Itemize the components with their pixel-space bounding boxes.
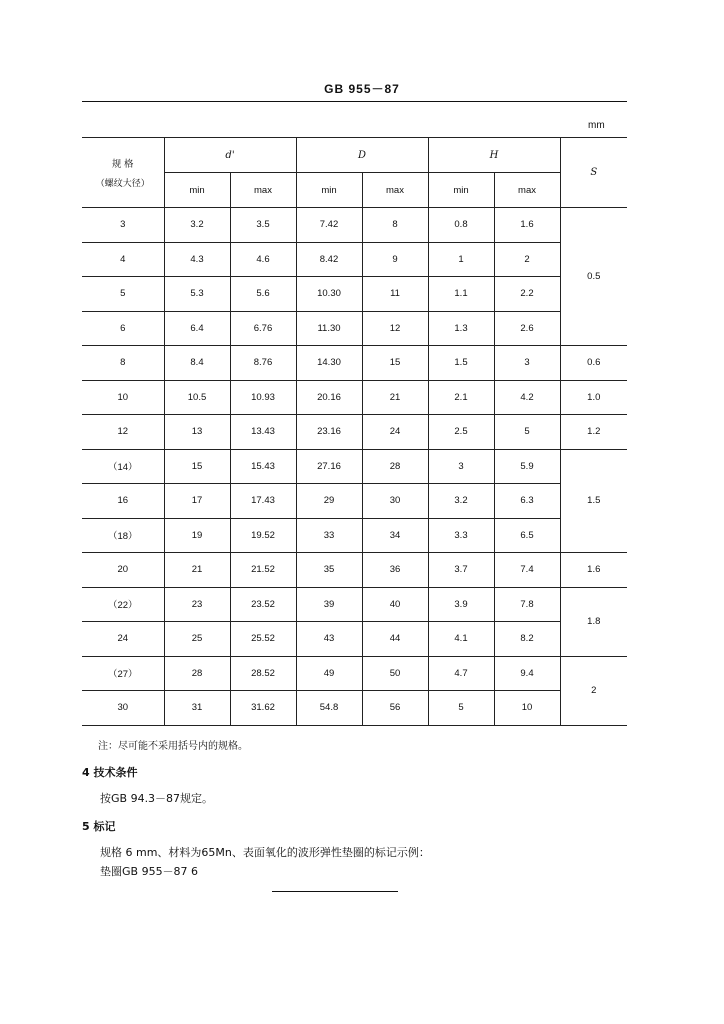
value-cell: 28: [164, 656, 230, 691]
value-cell: 2: [494, 242, 560, 277]
value-cell: 5: [494, 415, 560, 450]
value-cell: 8.42: [296, 242, 362, 277]
spec-cell: 10: [82, 380, 164, 415]
table-row: [82, 484, 627, 519]
value-cell: 11.30: [296, 311, 362, 346]
value-cell: 8.2: [494, 622, 560, 657]
document-header: GB 955－87: [324, 82, 400, 96]
sub-header-H-min: min: [428, 173, 494, 208]
value-cell: 23.16: [296, 415, 362, 450]
value-cell: 14.30: [296, 346, 362, 381]
value-cell: 2.1: [428, 380, 494, 415]
sub-header-H-max: max: [494, 173, 560, 208]
value-cell: 21.52: [230, 553, 296, 588]
value-cell: 9: [362, 242, 428, 277]
value-cell: 44: [362, 622, 428, 657]
table-row: [82, 553, 627, 588]
table-row: [82, 242, 627, 277]
S-header: S: [560, 138, 627, 208]
table-row: [82, 380, 627, 415]
value-cell: 5.6: [230, 277, 296, 312]
value-cell: 8.76: [230, 346, 296, 381]
value-cell: 1.5: [428, 346, 494, 381]
spec-cell: （27）: [82, 656, 164, 691]
sub-header-d-max: max: [230, 173, 296, 208]
value-cell: 50: [362, 656, 428, 691]
table-row: [82, 415, 627, 450]
table-row: [82, 518, 627, 553]
value-cell: 5.9: [494, 449, 560, 484]
value-cell: 28.52: [230, 656, 296, 691]
value-cell: 5: [428, 691, 494, 726]
table-row: [82, 208, 627, 243]
table-row: [82, 449, 627, 484]
value-cell: 25: [164, 622, 230, 657]
H-group-header: H: [428, 138, 560, 173]
value-cell: 10.30: [296, 277, 362, 312]
value-cell: 7.8: [494, 587, 560, 622]
s-value-cell: 1.8: [560, 587, 627, 656]
sub-header-D-min: min: [296, 173, 362, 208]
value-cell: 19.52: [230, 518, 296, 553]
value-cell: 34: [362, 518, 428, 553]
value-cell: 17: [164, 484, 230, 519]
value-cell: 6.5: [494, 518, 560, 553]
value-cell: 7.4: [494, 553, 560, 588]
value-cell: 4.6: [230, 242, 296, 277]
value-cell: 3.7: [428, 553, 494, 588]
s-value-cell: 0.6: [560, 346, 627, 381]
table-row: [82, 346, 627, 381]
value-cell: 12: [362, 311, 428, 346]
value-cell: 28: [362, 449, 428, 484]
value-cell: 3.2: [164, 208, 230, 243]
value-cell: 31: [164, 691, 230, 726]
value-cell: 40: [362, 587, 428, 622]
value-cell: 1: [428, 242, 494, 277]
value-cell: 3.5: [230, 208, 296, 243]
value-cell: 2.5: [428, 415, 494, 450]
spec-cell: 12: [82, 415, 164, 450]
value-cell: 15: [164, 449, 230, 484]
value-cell: 8.4: [164, 346, 230, 381]
section-5-line-2: 垫圈GB 955－87 6: [100, 865, 199, 878]
spec-cell: 20: [82, 553, 164, 588]
value-cell: 3.2: [428, 484, 494, 519]
table-row: [82, 656, 627, 691]
spec-cell: 6: [82, 311, 164, 346]
table-row: [82, 277, 627, 312]
sub-header-d-min: min: [164, 173, 230, 208]
value-cell: 3.9: [428, 587, 494, 622]
value-cell: 31.62: [230, 691, 296, 726]
value-cell: 49: [296, 656, 362, 691]
spec-cell: 3: [82, 208, 164, 243]
table-body: [82, 208, 627, 726]
value-cell: 33: [296, 518, 362, 553]
value-cell: 9.4: [494, 656, 560, 691]
d-group-header: d': [164, 138, 296, 173]
value-cell: 23.52: [230, 587, 296, 622]
value-cell: 19: [164, 518, 230, 553]
value-cell: 10.93: [230, 380, 296, 415]
header-rule: [82, 101, 627, 102]
spec-cell: 24: [82, 622, 164, 657]
value-cell: 17.43: [230, 484, 296, 519]
s-value-cell: 1.5: [560, 449, 627, 553]
value-cell: 56: [362, 691, 428, 726]
value-cell: 43: [296, 622, 362, 657]
value-cell: 5.3: [164, 277, 230, 312]
value-cell: 6.76: [230, 311, 296, 346]
table-note: 注：尽可能不采用括号内的规格。: [98, 741, 248, 752]
spec-cell: 30: [82, 691, 164, 726]
value-cell: 1.3: [428, 311, 494, 346]
value-cell: 3: [428, 449, 494, 484]
value-cell: 2.2: [494, 277, 560, 312]
value-cell: 13: [164, 415, 230, 450]
table-row: [82, 622, 627, 657]
value-cell: 4.2: [494, 380, 560, 415]
spec-cell: 5: [82, 277, 164, 312]
section-4-title: 4 技术条件: [82, 766, 138, 779]
table-row: [82, 691, 627, 726]
value-cell: 20.16: [296, 380, 362, 415]
spec-cell: （22）: [82, 587, 164, 622]
spec-cell: 16: [82, 484, 164, 519]
spec-cell: （18）: [82, 518, 164, 553]
D-group-header: D: [296, 138, 428, 173]
section-5-line-1: 规格 6 mm、材料为65Mn、表面氧化的波形弹性垫圈的标记示例：: [100, 846, 430, 859]
value-cell: 6.3: [494, 484, 560, 519]
value-cell: 4.7: [428, 656, 494, 691]
value-cell: 30: [362, 484, 428, 519]
s-value-cell: 1.6: [560, 553, 627, 588]
value-cell: 36: [362, 553, 428, 588]
value-cell: 3.3: [428, 518, 494, 553]
value-cell: 8: [362, 208, 428, 243]
value-cell: 21: [164, 553, 230, 588]
value-cell: 7.42: [296, 208, 362, 243]
value-cell: 0.8: [428, 208, 494, 243]
value-cell: 11: [362, 277, 428, 312]
value-cell: 24: [362, 415, 428, 450]
value-cell: 2.6: [494, 311, 560, 346]
section-5-title: 5 标记: [82, 820, 116, 833]
value-cell: 15: [362, 346, 428, 381]
value-cell: 1.6: [494, 208, 560, 243]
table-row: [82, 587, 627, 622]
value-cell: 23: [164, 587, 230, 622]
value-cell: 29: [296, 484, 362, 519]
s-value-cell: 1.0: [560, 380, 627, 415]
spec-cell: （14）: [82, 449, 164, 484]
spec-cell: 4: [82, 242, 164, 277]
end-rule: [272, 891, 398, 892]
value-cell: 10: [494, 691, 560, 726]
sub-header-D-max: max: [362, 173, 428, 208]
value-cell: 13.43: [230, 415, 296, 450]
value-cell: 21: [362, 380, 428, 415]
s-value-cell: 1.2: [560, 415, 627, 450]
unit-label: mm: [588, 120, 605, 131]
section-4-text: 按GB 94.3－87规定。: [100, 792, 214, 805]
value-cell: 4.3: [164, 242, 230, 277]
value-cell: 35: [296, 553, 362, 588]
table-row: [82, 311, 627, 346]
spec-header-label: 规 格: [111, 159, 134, 170]
dimension-table: [82, 137, 627, 726]
value-cell: 3: [494, 346, 560, 381]
s-value-cell: 0.5: [560, 208, 627, 346]
value-cell: 6.4: [164, 311, 230, 346]
spec-header-sublabel: （螺纹大径）: [95, 178, 150, 188]
spec-cell: 8: [82, 346, 164, 381]
spec-header: [82, 138, 164, 208]
value-cell: 54.8: [296, 691, 362, 726]
value-cell: 10.5: [164, 380, 230, 415]
value-cell: 4.1: [428, 622, 494, 657]
value-cell: 39: [296, 587, 362, 622]
value-cell: 15.43: [230, 449, 296, 484]
value-cell: 27.16: [296, 449, 362, 484]
s-value-cell: 2: [560, 656, 627, 725]
value-cell: 1.1: [428, 277, 494, 312]
value-cell: 25.52: [230, 622, 296, 657]
